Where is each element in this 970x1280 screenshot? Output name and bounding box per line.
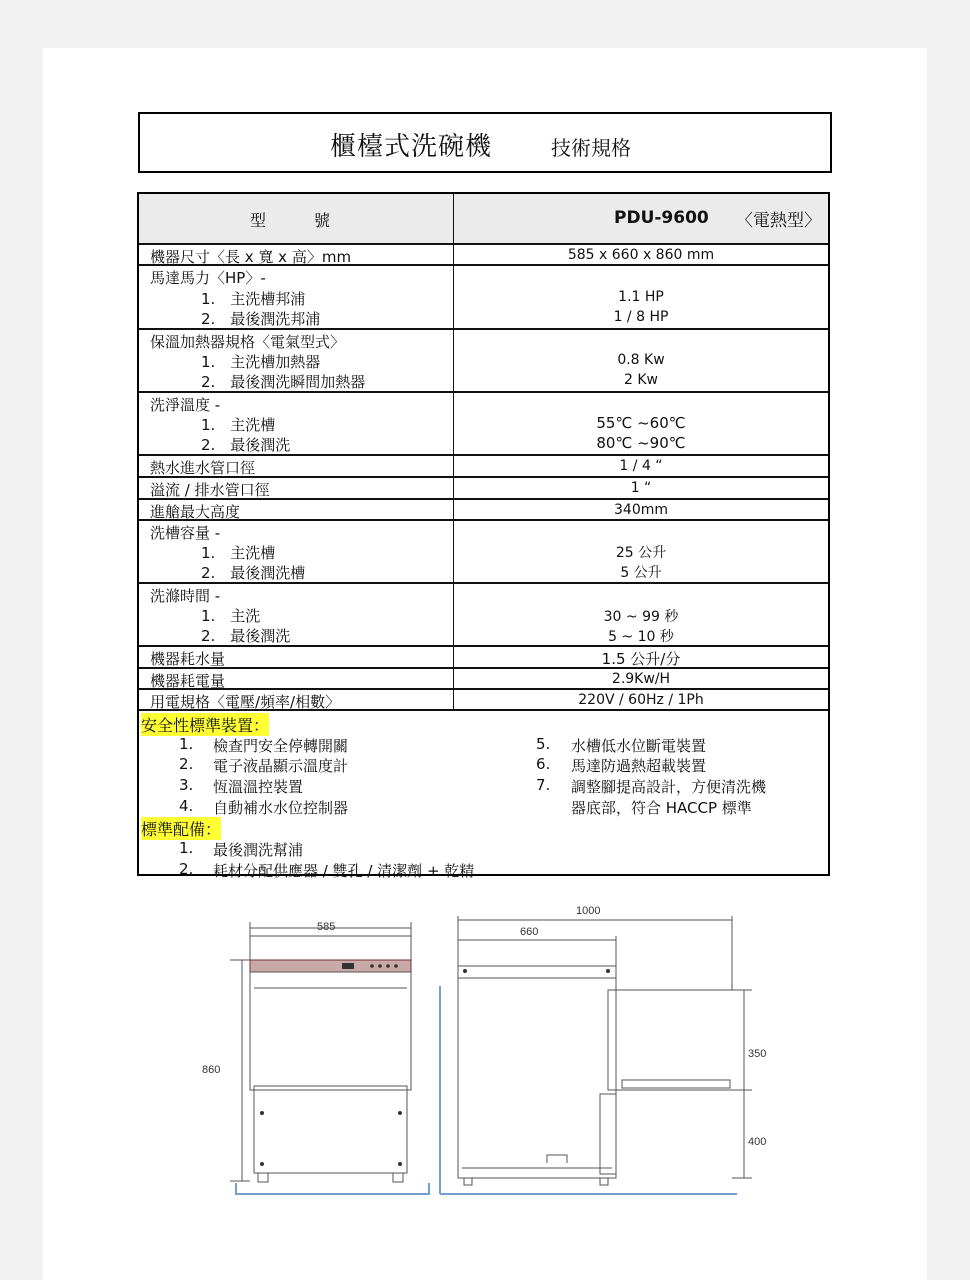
table-row: 用電規格〈電壓/頻率/相數〉 220V / 60Hz / 1Ph [139,688,828,709]
dimension-585: 585 [317,921,336,933]
technical-drawing [192,898,782,1203]
display-icon [342,963,354,969]
table-row: 馬達馬力〈HP〉- 1. 主洗槽邦浦 2. 最後潤洗邦浦 1.1 HP 1 / 8 HP [139,264,828,328]
model-number: PDU-9600 [614,208,709,228]
table-row: 溢流 / 排水管口徑 1 “ [139,476,828,498]
front-view-body [250,972,411,1090]
table-row: 機器耗水量 1.5 公升/分 [139,645,828,667]
standard-heading: 標準配備： [141,817,221,840]
list-item: 馬達防過熱超載裝置 [571,757,707,775]
model-type: 〈電熱型〉 [736,211,821,231]
table-row: 熱水進水管口徑 1 / 4 “ [139,454,828,476]
table-header-row [139,194,828,243]
table-row: 進艙最大高度 340mm [139,498,828,519]
list-item: 調整腳提高設計，方便清洗機 [571,778,767,796]
spec-table [137,192,830,880]
dimension-1000: 1000 [576,905,601,917]
table-row: 保溫加熱器規格〈電氣型式〉 1. 主洗槽加熱器 2. 最後潤洗瞬間加熱器 0.8 Kw 2 Kw [139,328,828,391]
list-item: 耗材分配供應器 / 雙孔 / 清潔劑 + 乾精 [213,862,475,880]
table-row: 洗淨溫度 - 1. 主洗槽 2. 最後潤洗 55℃ ~60℃ 80℃ ~90℃ [139,391,828,454]
features-section: 安全性標準裝置： 1. 檢查門安全停轉開關 2. 電子液晶顯示溫度計 3. 恆溫溫控裝置 4. 自動補水水位控制器 5. 水槽低水位斷電裝置 6. 馬達防過熱超載裝置 7. 調整腳提高設計，方便清洗機 器底部，符合 HACCP 標準 標準配備： 1. 最後潤洗幫浦 2. 耗材分配供應器 / 雙孔 / 清潔劑 + 乾精 [139,709,828,874]
list-item: 電子液晶顯示溫度計 [213,757,349,775]
front-view-top [250,936,411,960]
list-item: 恆溫溫控裝置 [213,778,304,796]
list-item: 最後潤洗幫浦 [213,841,304,859]
side-view-body [458,966,616,1178]
title-box [138,112,832,173]
list-item: 檢查門安全停轉開關 [213,737,349,755]
table-row: 洗滌時間 - 1. 主洗 2. 最後潤洗 30 ~ 99 秒 5 ~ 10 秒 [139,582,828,645]
document-title: 櫃檯式洗碗機 [330,132,493,162]
model-label: 型 號 [250,211,331,230]
dimension-860: 860 [202,1064,221,1076]
document-subtitle: 技術規格 [551,136,631,160]
front-view-base [254,1086,407,1173]
dimension-350: 350 [748,1048,767,1060]
list-item: 水槽低水位斷電裝置 [571,737,707,755]
table-row: 機器尺寸〈長 x 寬 x 高〉mm 585 x 660 x 860 mm [139,243,828,264]
dimension-400: 400 [748,1136,767,1148]
table-row: 洗槽容量 - 1. 主洗槽 2. 最後潤洗槽 25 公升 5 公升 [139,519,828,582]
safety-heading: 安全性標準裝置： [141,713,269,736]
dimension-660: 660 [520,926,539,938]
table-row: 機器耗電量 2.9Kw/H [139,667,828,688]
list-item: 自動補水水位控制器 [213,799,349,817]
open-door [608,990,744,1090]
